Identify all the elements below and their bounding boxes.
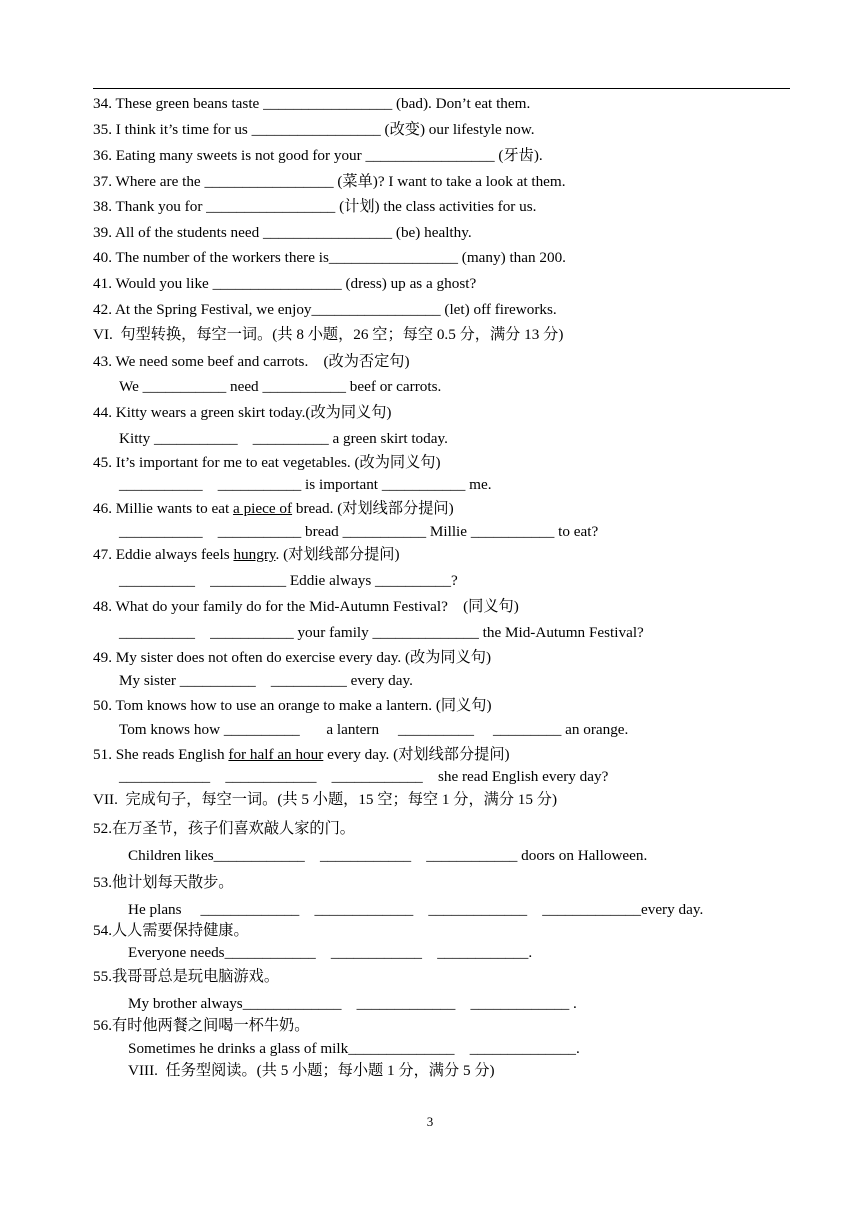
- worksheet-line: [119, 523, 598, 541]
- worksheet-line: [119, 476, 492, 494]
- line-text: ____________ ____________ ____________ she read English every day?: [119, 768, 609, 785]
- line-text: 51. She reads English: [93, 746, 229, 763]
- line-text: 54.人人需要保持健康。: [93, 922, 249, 939]
- worksheet-line: [128, 944, 532, 962]
- line-text: 34. These green beans taste _________________ (bad). Don’t eat them.: [93, 95, 531, 112]
- line-text: We ___________ need ___________ beef or carrots.: [119, 378, 442, 395]
- line-text: 55.我哥哥总是玩电脑游戏。: [93, 968, 280, 985]
- worksheet-line: [93, 224, 472, 242]
- line-text: Everyone needs____________ ____________ ____________.: [128, 944, 533, 961]
- line-text: 38. Thank you for _________________ (计划) the class activities for us.: [93, 198, 537, 215]
- worksheet-line: [93, 353, 410, 371]
- line-text: 35. I think it’s time for us _________________ (改变) our lifestyle now.: [93, 121, 535, 138]
- line-text: VI. 句型转换，每空一词。(共 8 小题，26 空；每空 0.5 分，满分 13 分): [93, 326, 564, 343]
- worksheet-line: [128, 1062, 495, 1080]
- line-text: 49. My sister does not often do exercise every day. (改为同义句): [93, 649, 492, 666]
- line-text: My sister __________ __________ every day.: [119, 672, 413, 689]
- worksheet-line: [119, 624, 644, 642]
- line-text: __________ __________ Eddie always __________?: [119, 572, 458, 589]
- worksheet-line: [93, 874, 233, 892]
- line-text: __________ ___________ your family ______________ the Mid-Autumn Festival?: [119, 624, 644, 641]
- line-text: Kitty ___________ __________ a green skirt today.: [119, 430, 448, 447]
- worksheet-line: [93, 147, 543, 165]
- worksheet-line: [93, 697, 492, 715]
- line-text: My brother always_____________ _____________ _____________ .: [128, 995, 577, 1012]
- page-number: 3: [426, 1114, 434, 1129]
- line-text: 44. Kitty wears a green skirt today.(改为同义句): [93, 404, 392, 421]
- worksheet-line: [128, 901, 703, 919]
- worksheet-line: [93, 649, 491, 667]
- worksheet-line: [128, 847, 647, 865]
- line-text: 47. Eddie always feels: [93, 546, 234, 563]
- worksheet-line: [93, 275, 476, 293]
- worksheet-line: [93, 500, 454, 518]
- line-text: every day. (对划线部分提问): [323, 746, 510, 763]
- line-text: 52.在万圣节，孩子们喜欢敲人家的门。: [93, 820, 355, 837]
- line-text: He plans _____________ _____________ _____________ _____________every day.: [128, 901, 704, 918]
- worksheet-line: [93, 404, 391, 422]
- worksheet-line: [119, 430, 448, 448]
- worksheet-line: [93, 454, 441, 472]
- line-text: 53.他计划每天散步。: [93, 874, 234, 891]
- underlined-phrase: hungry: [233, 546, 276, 563]
- worksheet-line: [128, 1040, 580, 1058]
- worksheet-line: [119, 768, 608, 786]
- worksheet-line: [119, 572, 458, 590]
- line-text: Tom knows how __________ a lantern __________ _________ an orange.: [119, 721, 629, 738]
- worksheet-line: [93, 301, 557, 319]
- line-text: . (对划线部分提问): [275, 546, 400, 563]
- worksheet-line: [93, 1017, 309, 1035]
- line-text: 40. The number of the workers there is_________________ (many) than 200.: [93, 249, 566, 266]
- line-text: 41. Would you like _________________ (dress) up as a ghost?: [93, 275, 477, 292]
- worksheet-line: [119, 672, 413, 690]
- line-text: VIII. 任务型阅读。(共 5 小题；每小题 1 分，满分 5 分): [128, 1062, 495, 1079]
- worksheet-line: [119, 721, 628, 739]
- worksheet-line: [93, 95, 530, 113]
- underlined-phrase: for half an hour: [228, 746, 324, 763]
- worksheet-line: [93, 249, 566, 267]
- worksheet-line: [93, 326, 563, 344]
- line-text: 37. Where are the _________________ (菜单)? I want to take a look at them.: [93, 173, 566, 190]
- worksheet-line: [93, 968, 279, 986]
- line-text: 45. It’s important for me to eat vegetables. (改为同义句): [93, 454, 441, 471]
- worksheet-line: [93, 121, 535, 139]
- line-text: 48. What do your family do for the Mid-Autumn Festival? (同义句): [93, 598, 519, 615]
- line-text: Sometimes he drinks a glass of milk______________ ______________.: [128, 1040, 580, 1057]
- worksheet-line: [93, 546, 400, 564]
- line-text: ___________ ___________ bread ___________ Millie ___________ to eat?: [119, 523, 599, 540]
- line-text: 36. Eating many sweets is not good for your _________________ (牙齿).: [93, 147, 543, 164]
- worksheet-line: [128, 995, 577, 1013]
- worksheet-line: [93, 598, 519, 616]
- line-text: 46. Millie wants to eat: [93, 500, 234, 517]
- line-text: 42. At the Spring Festival, we enjoy_________________ (let) off fireworks.: [93, 301, 557, 318]
- worksheet-line: [119, 378, 441, 396]
- worksheet-line: [93, 922, 249, 940]
- worksheet-line: [93, 198, 536, 216]
- header-rule: [93, 88, 790, 89]
- line-text: 56.有时他两餐之间喝一杯牛奶。: [93, 1017, 310, 1034]
- line-text: 50. Tom knows how to use an orange to make a lantern. (同义句): [93, 697, 492, 714]
- line-text: ___________ ___________ is important ___________ me.: [119, 476, 492, 493]
- underlined-phrase: a piece of: [233, 500, 293, 517]
- line-text: Children likes____________ ____________ ____________ doors on Halloween.: [128, 847, 648, 864]
- line-text: 39. All of the students need _________________ (be) healthy.: [93, 224, 472, 241]
- line-text: VII. 完成句子，每空一词。(共 5 小题，15 空；每空 1 分，满分 15 分): [93, 791, 558, 808]
- line-text: 43. We need some beef and carrots. (改为否定句): [93, 353, 410, 370]
- worksheet-line: [93, 746, 510, 764]
- worksheet-line: [93, 820, 355, 838]
- worksheet-line: [93, 791, 557, 809]
- line-text: bread. (对划线部分提问): [292, 500, 454, 517]
- worksheet-line: [93, 173, 566, 191]
